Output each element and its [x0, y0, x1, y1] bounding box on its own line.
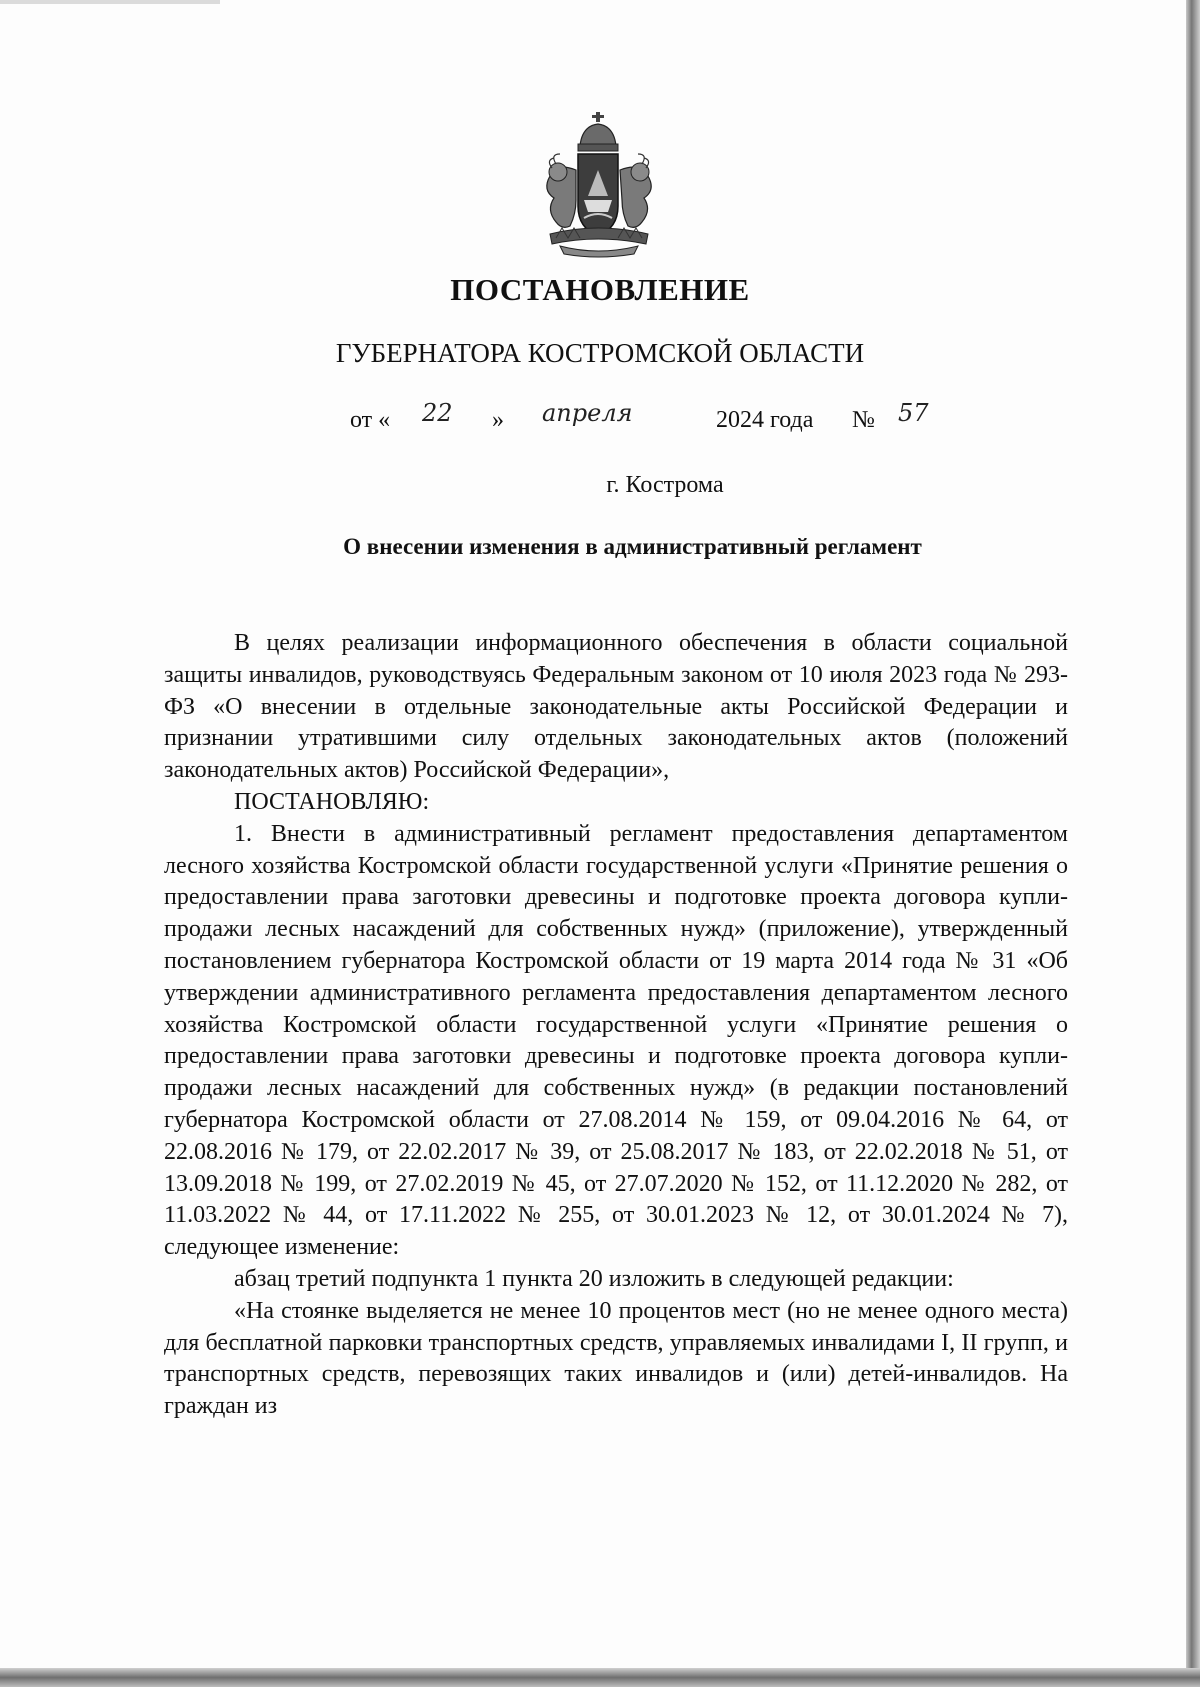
- year-text: 2024 года: [716, 407, 814, 433]
- paragraph-amendment-text: «На стоянке выделяется не менее 10 процентов мест (но не менее одного места) для бесплатной парковки транспортных средств, управляемых инвалидами I, II групп, и транспортных средств, перевозящих таких инвалидов и (или) детей-инвалидов. На граждан из: [164, 1297, 1068, 1420]
- city: г. Кострома: [606, 472, 724, 498]
- date-prefix: от «: [350, 407, 391, 433]
- issuing-authority: ГУБЕРНАТОРА КОСТРОМСКОЙ ОБЛАСТИ: [335, 338, 865, 368]
- paragraph-resolve: ПОСТАНОВЛЯЮ:: [234, 788, 430, 815]
- coat-of-arms-icon: [536, 110, 682, 260]
- handwritten-month: апреля: [542, 399, 633, 427]
- scan-edge-top: [0, 0, 220, 4]
- handwritten-day: 22: [422, 399, 453, 427]
- paragraph-preamble: В целях реализации информационного обеспечения в области социальной защиты инвалидов, руководствуясь Федеральным законом от 10 июля 2023 года № 293-ФЗ «О внесении в отдельные законодательные акты Российской Федерации и признании утратившими силу отдельных законодательных актов (положений законодательных актов) Российской Федерации»,: [164, 630, 1068, 784]
- paragraph-item-1: 1. Внести в административный регламент предоставления департаментом лесного хозяйства Костромской области государственной услуги «Принятие решения о предоставлении права заготовки древесины и подготовке проекта договора купли-продажи лесных насаждений для собственных нужд» (приложение), утвержденный постановлением губернатора Костромской области от 19 марта 2014 года № 31 «Об утверждении административного регламента предоставления департаментом лесного хозяйства Костромской области государственной услуги «Принятие решения о предоставлении права заготовки древесины и подготовке проекта договора купли-продажи лесных насаждений для собственных нужд» (в редакции постановлений губернатора Костромской области от 27.08.2014 № 159, от 09.04.2016 № 64, от 22.08.2016 № 179, от 22.02.2017 № 39, от 25.08.2017 № 183, от 22.02.2018 № 51, от 13.09.2018 № 199, от 27.02.2019 № 45, от 27.07.2020 № 152, от 11.12.2020 № 282, от 11.03.2022 № 44, от 17.11.2022 № 255, от 30.01.2023 № 12, от 30.01.2024 № 7), следующее изменение:: [164, 820, 1068, 1261]
- date-mid: »: [492, 407, 504, 433]
- document-title: ПОСТАНОВЛЕНИЕ: [450, 272, 750, 307]
- paragraph-amendment-intro: абзац третий подпункта 1 пункта 20 изложить в следующей редакции:: [234, 1265, 954, 1292]
- scan-edge-right: [1186, 0, 1200, 1687]
- handwritten-number: 57: [898, 399, 929, 427]
- document-body: [164, 628, 1068, 1423]
- number-sign: №: [852, 407, 875, 433]
- scan-edge-bottom: [0, 1668, 1200, 1687]
- document-subject: О внесении изменения в административный регламент: [343, 534, 922, 559]
